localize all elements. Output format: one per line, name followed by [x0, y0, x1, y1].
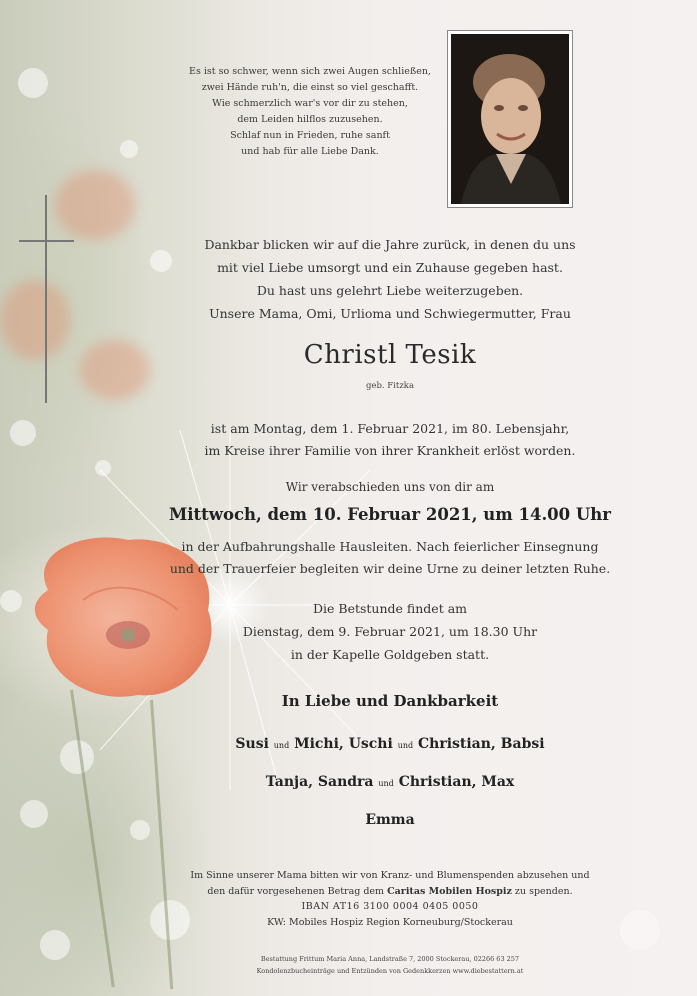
- bokeh-light: [20, 800, 48, 828]
- charity-name: Caritas Mobilen Hospiz: [387, 885, 512, 897]
- bokeh-light: [120, 140, 138, 158]
- donation-text: zu spenden.: [511, 885, 573, 897]
- mourner-connector: und: [378, 779, 394, 788]
- funeral-details-line: in der Aufbahrungshalle Hausleiten. Nach feierlicher Einsegnung: [181, 539, 599, 554]
- funeral-date: Mittwoch, dem 10. Februar 2021, um 14.00 Uhr: [169, 505, 611, 524]
- blurred-poppy-decoration: [80, 340, 150, 400]
- blurred-poppy-decoration: [0, 280, 70, 360]
- mourner-connector: und: [273, 741, 290, 750]
- death-notice-line: im Kreise ihrer Familie von ihrer Krankheit erlöst worden.: [204, 443, 576, 458]
- mourner-name: Christian, Babsi: [418, 736, 545, 752]
- intro-text: [180, 233, 600, 325]
- prayer-line: Die Betstunde findet am: [313, 601, 467, 616]
- intro-line: mit viel Liebe umsorgt und ein Zuhause gegeben hast.: [217, 260, 563, 275]
- farewell-intro: Wir verabschieden uns von dir am: [285, 480, 495, 494]
- bokeh-light: [130, 820, 150, 840]
- mourners-row: [180, 774, 600, 790]
- poem-line: Wie schmerzlich war's vor dir zu stehen,: [212, 98, 408, 109]
- funeral-details: [160, 536, 620, 580]
- prayer-line: Dienstag, dem 9. Februar 2021, um 18.30 Uhr: [242, 624, 538, 639]
- donation-keyword: KW: Mobiles Hospiz Region Korneuburg/Stockerau: [267, 916, 513, 928]
- poem-line: Schlaf nun in Frieden, ruhe sanft: [230, 130, 390, 141]
- bokeh-light: [150, 250, 172, 272]
- poem-line: und hab für alle Liebe Dank.: [241, 146, 379, 157]
- bokeh-light: [0, 590, 22, 612]
- donation-line: Im Sinne unserer Mama bitten wir von Kranz- und Blumenspenden abzusehen und: [190, 870, 590, 881]
- prayer-service: [180, 597, 600, 666]
- donation-text: den dafür vorgesehenen Betrag dem: [207, 885, 388, 897]
- bokeh-light: [620, 910, 660, 950]
- funeral-details-line: und der Trauerfeier begleiten wir deine Urne zu deiner letzten Ruhe.: [169, 561, 611, 576]
- bokeh-light: [10, 420, 36, 446]
- undertaker-footer: [200, 953, 580, 977]
- mourner-connector: und: [397, 741, 414, 750]
- poem-line: Es ist so schwer, wenn sich zwei Augen schließen,: [189, 66, 431, 77]
- poem-line: dem Leiden hilflos zuzusehen.: [237, 114, 383, 125]
- intro-line: Dankbar blicken wir auf die Jahre zurück, in denen du uns: [204, 237, 576, 252]
- prayer-line: in der Kapelle Goldgeben statt.: [290, 647, 490, 662]
- mourner-name: Susi: [235, 736, 269, 752]
- footer-line: Bestattung Frittum Maria Anna, Landstraße 7, 2000 Stockerau, 02266 63 257: [260, 955, 520, 963]
- intro-line: Du hast uns gelehrt Liebe weiterzugeben.: [256, 283, 524, 298]
- deceased-name: Christl Tesik: [303, 340, 477, 370]
- mourner-name: Christian, Max: [398, 774, 515, 790]
- mourners-row: [180, 812, 600, 828]
- bokeh-light: [40, 930, 70, 960]
- donation-line: [180, 884, 600, 900]
- memorial-poem: [150, 64, 470, 160]
- maiden-name: geb. Fitzka: [365, 381, 415, 391]
- cross-symbol: [45, 195, 47, 403]
- iban: IBAN AT16 3100 0004 0405 0050: [301, 901, 479, 912]
- mourner-name: Michi,: [294, 736, 344, 752]
- cross-symbol-bar: [19, 240, 74, 242]
- mourner-name: Emma: [365, 812, 415, 828]
- donation-request: [180, 868, 600, 930]
- mourners-row: [180, 736, 600, 752]
- intro-line: Unsere Mama, Omi, Urlioma und Schwiegermutter, Frau: [209, 306, 571, 321]
- poem-line: zwei Hände ruh'n, die einst so viel geschafft.: [201, 82, 419, 93]
- mourner-name: Uschi: [348, 736, 393, 752]
- mourner-name: Tanja, Sandra: [265, 774, 374, 790]
- bokeh-light: [18, 68, 48, 98]
- death-notice: [180, 418, 600, 462]
- footer-line: Kondolenzbucheinträge und Entzünden von Gedenkkerzen www.diebestattern.at: [256, 967, 524, 975]
- blurred-poppy-decoration: [55, 170, 135, 240]
- love-line: In Liebe und Dankbarkeit: [281, 692, 499, 710]
- death-notice-line: ist am Montag, dem 1. Februar 2021, im 80. Lebensjahr,: [210, 421, 570, 436]
